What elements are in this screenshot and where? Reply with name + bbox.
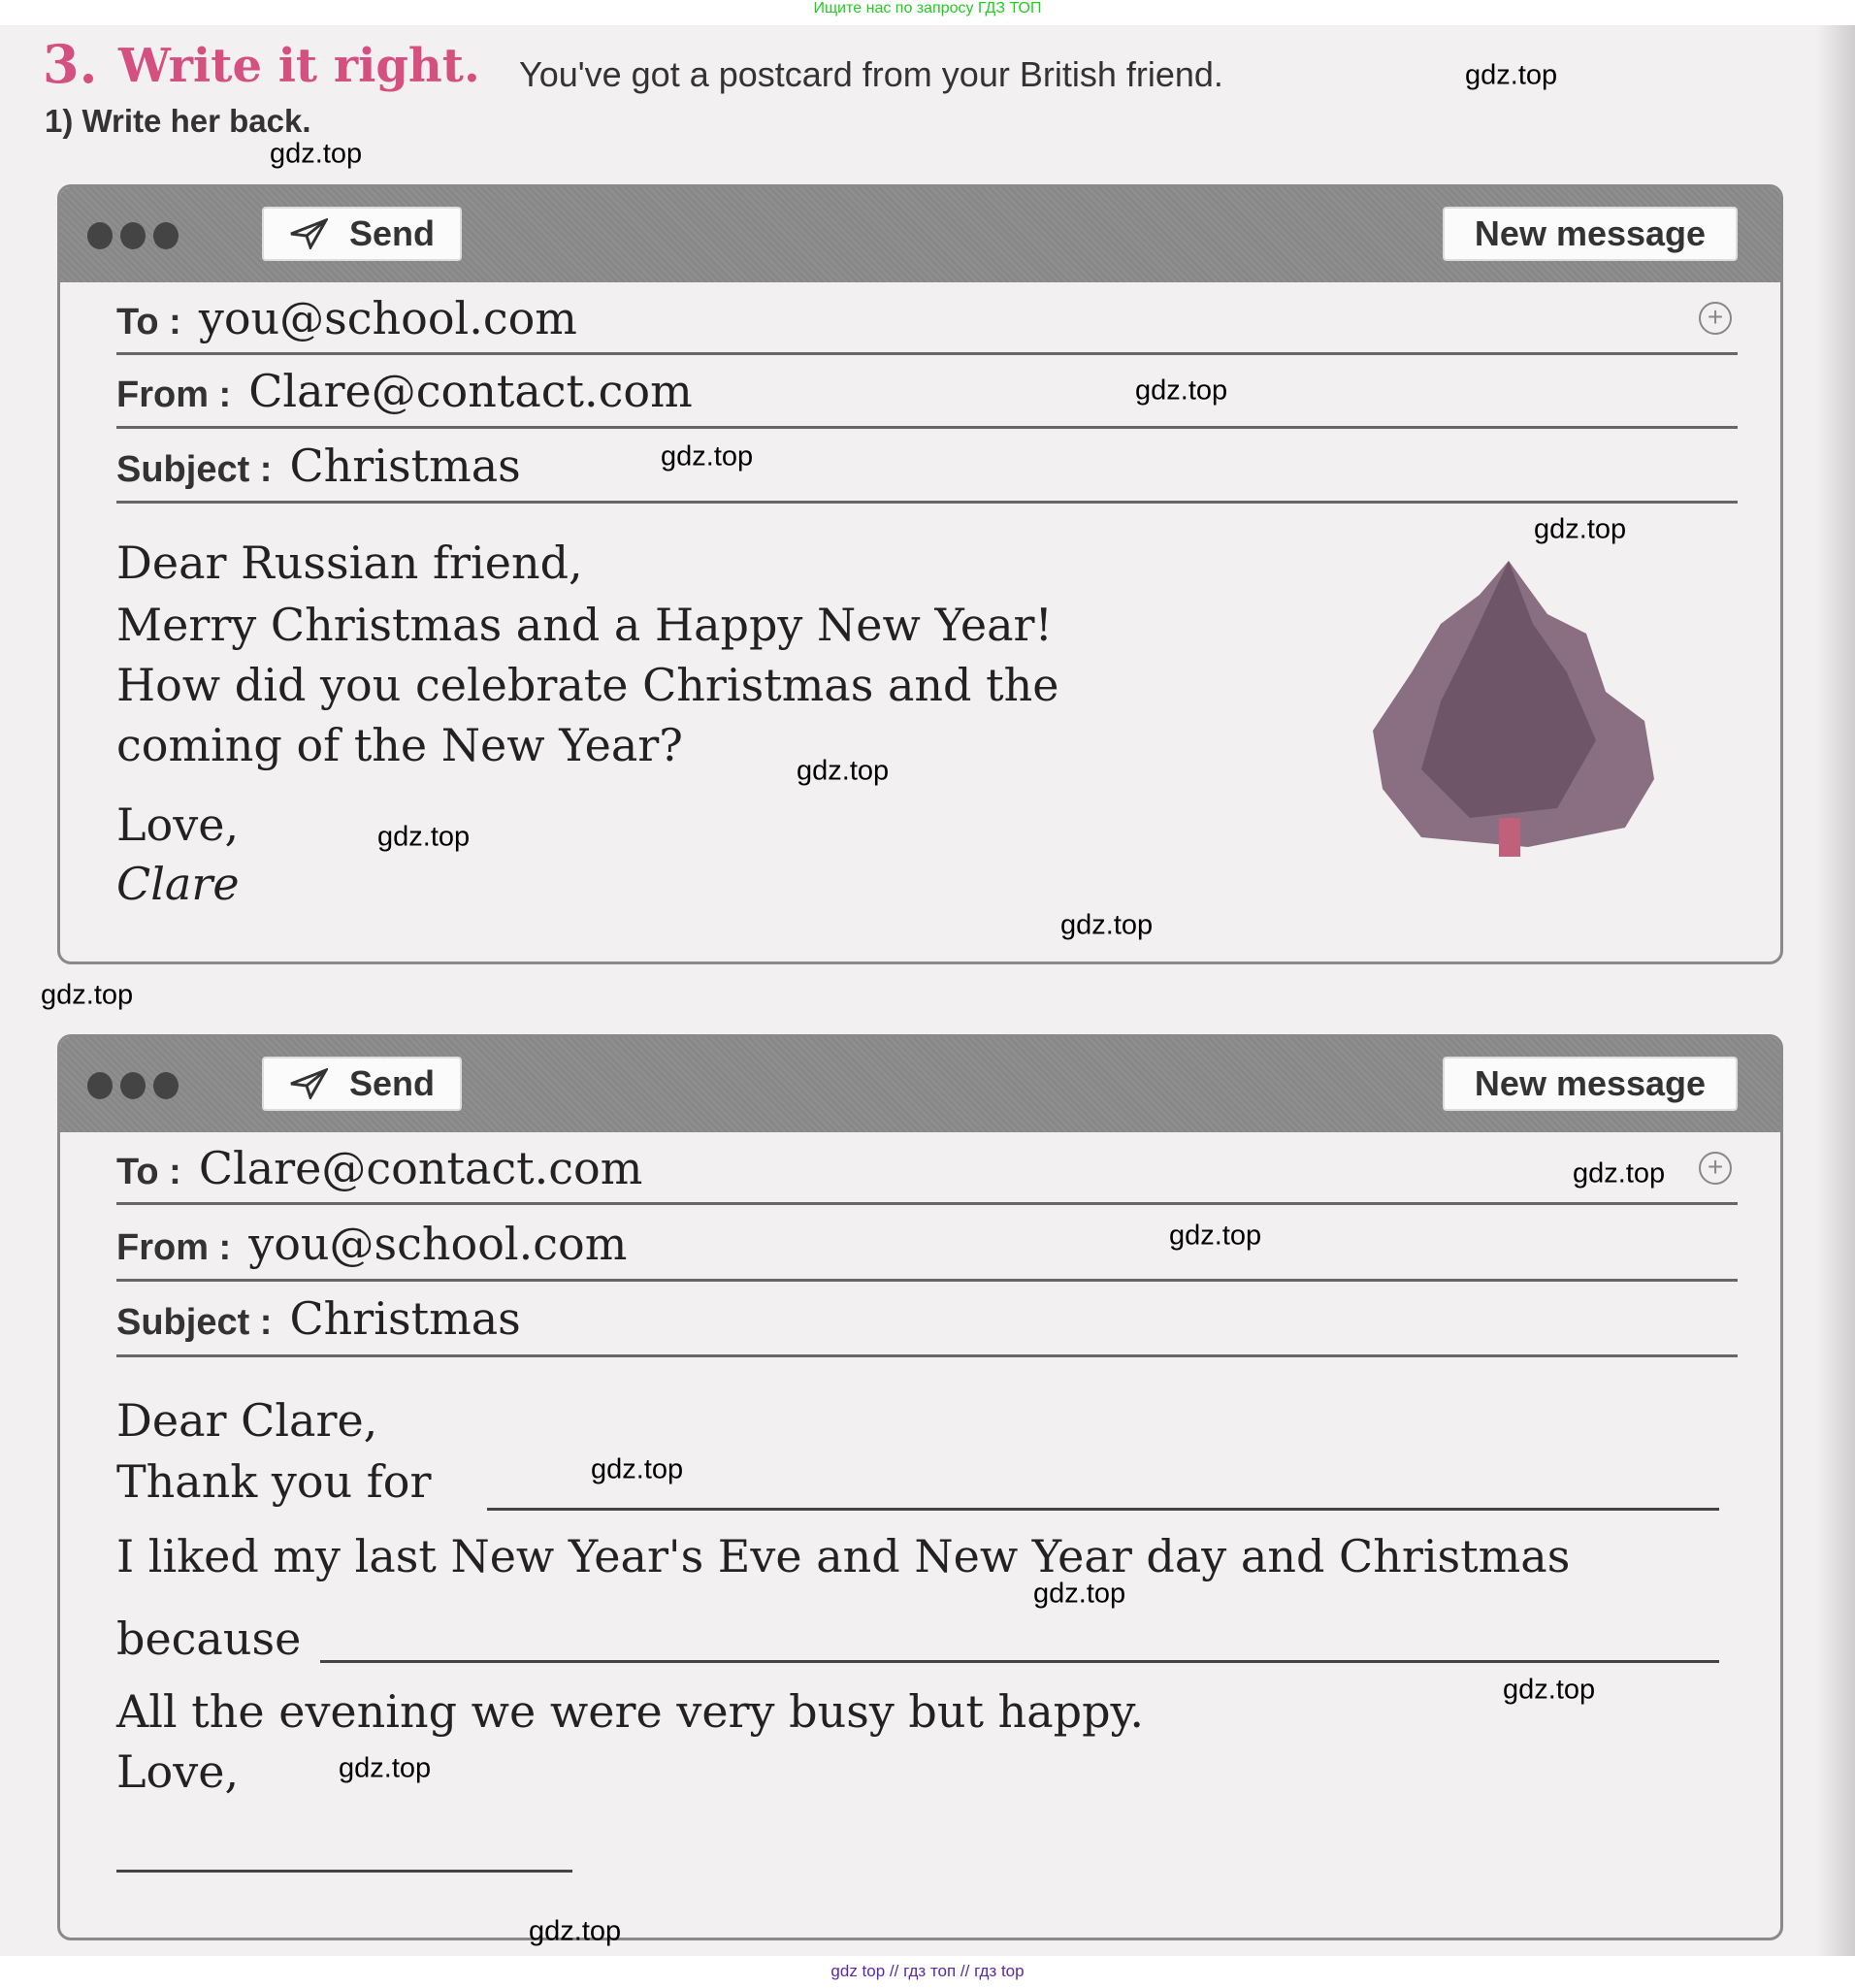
send-button[interactable] [262, 1057, 462, 1111]
subject-row [116, 1292, 1738, 1357]
thank-line: Thank you for [116, 1455, 432, 1508]
send-button[interactable] [262, 207, 462, 261]
window-dot-icon [87, 1072, 113, 1099]
subject-label: Subject : [116, 1302, 273, 1343]
subject-value: Christmas [289, 440, 521, 492]
watermark: gdz.top [529, 1915, 622, 1947]
window-dot-icon [87, 222, 113, 249]
to-row [116, 1142, 1738, 1205]
watermark: gdz.top [1169, 1220, 1262, 1252]
because-line: because [116, 1613, 302, 1665]
watermark: gdz.top [591, 1453, 684, 1485]
received-email-window [57, 184, 1783, 964]
from-label: From : [116, 1227, 232, 1268]
footer-links: gdz top // гдз топ // гдз top [830, 1962, 1025, 1980]
message-line: Merry Christmas and a Happy New Year! [116, 599, 1053, 651]
to-value: you@school.com [198, 292, 577, 344]
new-message-label: New message [1474, 1063, 1707, 1103]
from-label: From : [116, 375, 232, 415]
exercise-title: Write it right. [118, 39, 480, 93]
message-line: coming of the New Year? [116, 719, 683, 771]
to-row [116, 292, 1738, 355]
answer-blank[interactable] [320, 1660, 1719, 1663]
window-dot-icon [153, 1072, 179, 1099]
add-recipient-icon[interactable]: + [1699, 1152, 1732, 1185]
greeting: Dear Clare, [116, 1394, 378, 1447]
window-dot-icon [120, 222, 146, 249]
closing: Love, [116, 798, 240, 851]
watermark: gdz.top [1503, 1674, 1596, 1706]
liked-line: I liked my last New Year's Eve and New Year day and Christmas [116, 1530, 1571, 1582]
watermark: gdz.top [339, 1752, 432, 1784]
paper-plane-icon [289, 218, 328, 249]
watermark: gdz.top [1573, 1157, 1666, 1190]
search-banner: Ищите нас по запросу ГДЗ ТОП [813, 0, 1042, 16]
window-dot-icon [120, 1072, 146, 1099]
christmas-tree-icon [1363, 556, 1664, 866]
new-message-button[interactable] [1443, 1057, 1738, 1111]
message-line: How did you celebrate Christmas and the [116, 659, 1059, 711]
watermark: gdz.top [270, 138, 363, 170]
message-line: Dear Russian friend, [116, 537, 583, 589]
watermark: gdz.top [1465, 59, 1558, 91]
from-row [116, 365, 1738, 429]
watermark: gdz.top [1033, 1578, 1126, 1610]
add-recipient-icon[interactable]: + [1699, 302, 1732, 335]
closing: Love, [116, 1745, 240, 1798]
signature-blank[interactable] [116, 1870, 572, 1873]
subject-row [116, 440, 1738, 504]
watermark: gdz.top [797, 755, 890, 787]
send-label: Send [348, 213, 435, 253]
watermark: gdz.top [377, 821, 471, 853]
send-label: Send [348, 1063, 435, 1103]
from-value: you@school.com [248, 1218, 628, 1270]
watermark: gdz.top [1060, 909, 1154, 941]
evening-line: All the evening we were very busy but happy. [116, 1685, 1145, 1738]
subject-value: Christmas [289, 1292, 521, 1345]
new-message-label: New message [1474, 213, 1707, 253]
answer-blank[interactable] [487, 1508, 1719, 1511]
paper-plane-icon [289, 1068, 328, 1099]
subject-label: Subject : [116, 449, 273, 490]
window-dot-icon [153, 222, 179, 249]
watermark: gdz.top [41, 979, 134, 1011]
signature: Clare [116, 858, 240, 910]
exercise-task: 1) Write her back. [45, 103, 311, 139]
page-edge [1816, 25, 1855, 1956]
from-row [116, 1218, 1738, 1282]
from-value: Clare@contact.com [248, 365, 693, 417]
reply-email-window [57, 1034, 1783, 1940]
to-value: Clare@contact.com [198, 1142, 643, 1194]
watermark: gdz.top [1534, 513, 1627, 545]
exercise-intro: You've got a postcard from your British friend. [519, 54, 1223, 94]
to-label: To : [116, 1152, 181, 1192]
email-toolbar [60, 1037, 1780, 1132]
watermark: gdz.top [661, 440, 754, 473]
exercise-number: 3. [43, 33, 98, 95]
to-label: To : [116, 302, 181, 342]
new-message-button[interactable] [1443, 207, 1738, 261]
watermark: gdz.top [1135, 375, 1228, 407]
email-toolbar [60, 187, 1780, 282]
